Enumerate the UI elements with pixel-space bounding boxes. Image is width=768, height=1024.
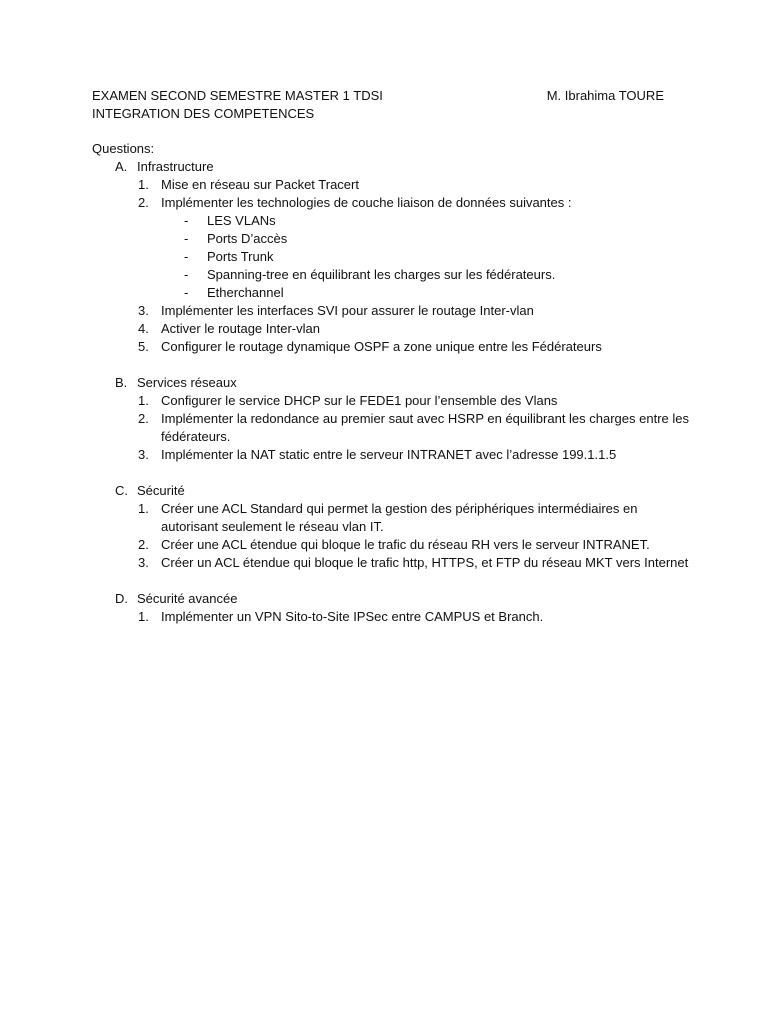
sub-item-text: LES VLANs bbox=[207, 213, 276, 228]
dash-marker: - bbox=[184, 213, 189, 228]
sub-item-text: Ports D’accès bbox=[207, 231, 288, 246]
list-item bbox=[138, 194, 692, 302]
section-infrastructure bbox=[92, 158, 692, 356]
section-title: Infrastructure bbox=[137, 159, 214, 174]
item-text: Implémenter la NAT static entre le serveur INTRANET avec l’adresse 199.1.1.5 bbox=[161, 447, 617, 462]
sub-list bbox=[161, 212, 692, 302]
sub-item bbox=[184, 266, 692, 284]
exam-subtitle: INTEGRATION DES COMPETENCES bbox=[92, 106, 315, 121]
sub-item-text: Spanning-tree en équilibrant les charges sur les fédérateurs. bbox=[207, 267, 556, 282]
exam-title: EXAMEN SECOND SEMESTRE MASTER 1 TDSI bbox=[92, 88, 383, 103]
item-number: 1. bbox=[138, 393, 149, 408]
item-number: 3. bbox=[138, 303, 149, 318]
question-list bbox=[92, 500, 692, 572]
item-number: 3. bbox=[138, 555, 149, 570]
sub-item bbox=[184, 284, 692, 302]
item-number: 3. bbox=[138, 447, 149, 462]
section-letter: A. bbox=[115, 159, 128, 174]
item-number: 1. bbox=[138, 501, 149, 516]
item-number: 5. bbox=[138, 339, 149, 354]
sub-item-text: Etherchannel bbox=[207, 285, 284, 300]
list-item bbox=[138, 500, 692, 536]
question-list bbox=[92, 608, 692, 626]
section-letter: B. bbox=[115, 375, 128, 390]
list-item bbox=[138, 446, 692, 464]
dash-marker: - bbox=[184, 231, 189, 246]
section-title: Services réseaux bbox=[137, 375, 237, 390]
section-heading bbox=[92, 374, 692, 392]
section-heading bbox=[92, 482, 692, 500]
sub-item bbox=[184, 212, 692, 230]
item-number: 2. bbox=[138, 411, 149, 426]
list-item bbox=[138, 392, 692, 410]
item-text: Configurer le routage dynamique OSPF a zone unique entre les Fédérateurs bbox=[161, 339, 602, 354]
section-services-reseaux bbox=[92, 374, 692, 464]
item-text: Créer une ACL étendue qui bloque le trafic du réseau RH vers le serveur INTRANET. bbox=[161, 537, 650, 552]
section-heading bbox=[92, 158, 692, 176]
item-number: 1. bbox=[138, 609, 149, 624]
list-item bbox=[138, 608, 692, 626]
section-securite bbox=[92, 482, 692, 572]
questions-heading: Questions: bbox=[92, 141, 155, 156]
section-securite-avancee bbox=[92, 590, 692, 626]
list-item bbox=[138, 302, 692, 320]
item-text: Créer un ACL étendue qui bloque le trafic http, HTTPS, et FTP du réseau MKT vers Internet bbox=[161, 555, 689, 570]
list-item bbox=[138, 176, 692, 194]
item-number: 2. bbox=[138, 195, 149, 210]
section-title: Sécurité bbox=[137, 483, 185, 498]
question-list bbox=[92, 176, 692, 356]
item-number: 1. bbox=[138, 177, 149, 192]
header-row bbox=[92, 87, 664, 105]
item-text: Configurer le service DHCP sur le FEDE1 pour l’ensemble des Vlans bbox=[161, 393, 558, 408]
item-block bbox=[161, 194, 692, 302]
section-heading bbox=[92, 590, 692, 608]
section-letter: D. bbox=[115, 591, 128, 606]
item-text: Activer le routage Inter-vlan bbox=[161, 321, 320, 336]
dash-marker: - bbox=[184, 285, 189, 300]
list-item bbox=[138, 338, 692, 356]
sub-item-text: Ports Trunk bbox=[207, 249, 274, 264]
list-item bbox=[138, 320, 692, 338]
section-letter: C. bbox=[115, 483, 128, 498]
item-text: Créer une ACL Standard qui permet la gestion des périphériques intermédiaires en autorisant seulement le réseau vlan IT. bbox=[161, 501, 638, 534]
question-list bbox=[92, 392, 692, 464]
item-text: Implémenter les technologies de couche liaison de données suivantes : bbox=[161, 195, 572, 210]
section-title: Sécurité avancée bbox=[137, 591, 238, 606]
item-number: 2. bbox=[138, 537, 149, 552]
dash-marker: - bbox=[184, 267, 189, 282]
dash-marker: - bbox=[184, 249, 189, 264]
sub-item bbox=[184, 230, 692, 248]
item-text: Implémenter la redondance au premier saut avec HSRP en équilibrant les charges entre les fédérateurs. bbox=[161, 411, 689, 444]
item-number: 4. bbox=[138, 321, 149, 336]
item-text: Mise en réseau sur Packet Tracert bbox=[161, 177, 359, 192]
item-text: Implémenter un VPN Sito-to-Site IPSec entre CAMPUS et Branch. bbox=[161, 609, 544, 624]
list-item bbox=[138, 410, 692, 446]
list-item bbox=[138, 554, 692, 572]
item-text: Implémenter les interfaces SVI pour assurer le routage Inter-vlan bbox=[161, 303, 534, 318]
sub-item bbox=[184, 248, 692, 266]
list-item bbox=[138, 536, 692, 554]
author-name: M. Ibrahima TOURE bbox=[546, 88, 664, 103]
document-page bbox=[92, 87, 692, 626]
